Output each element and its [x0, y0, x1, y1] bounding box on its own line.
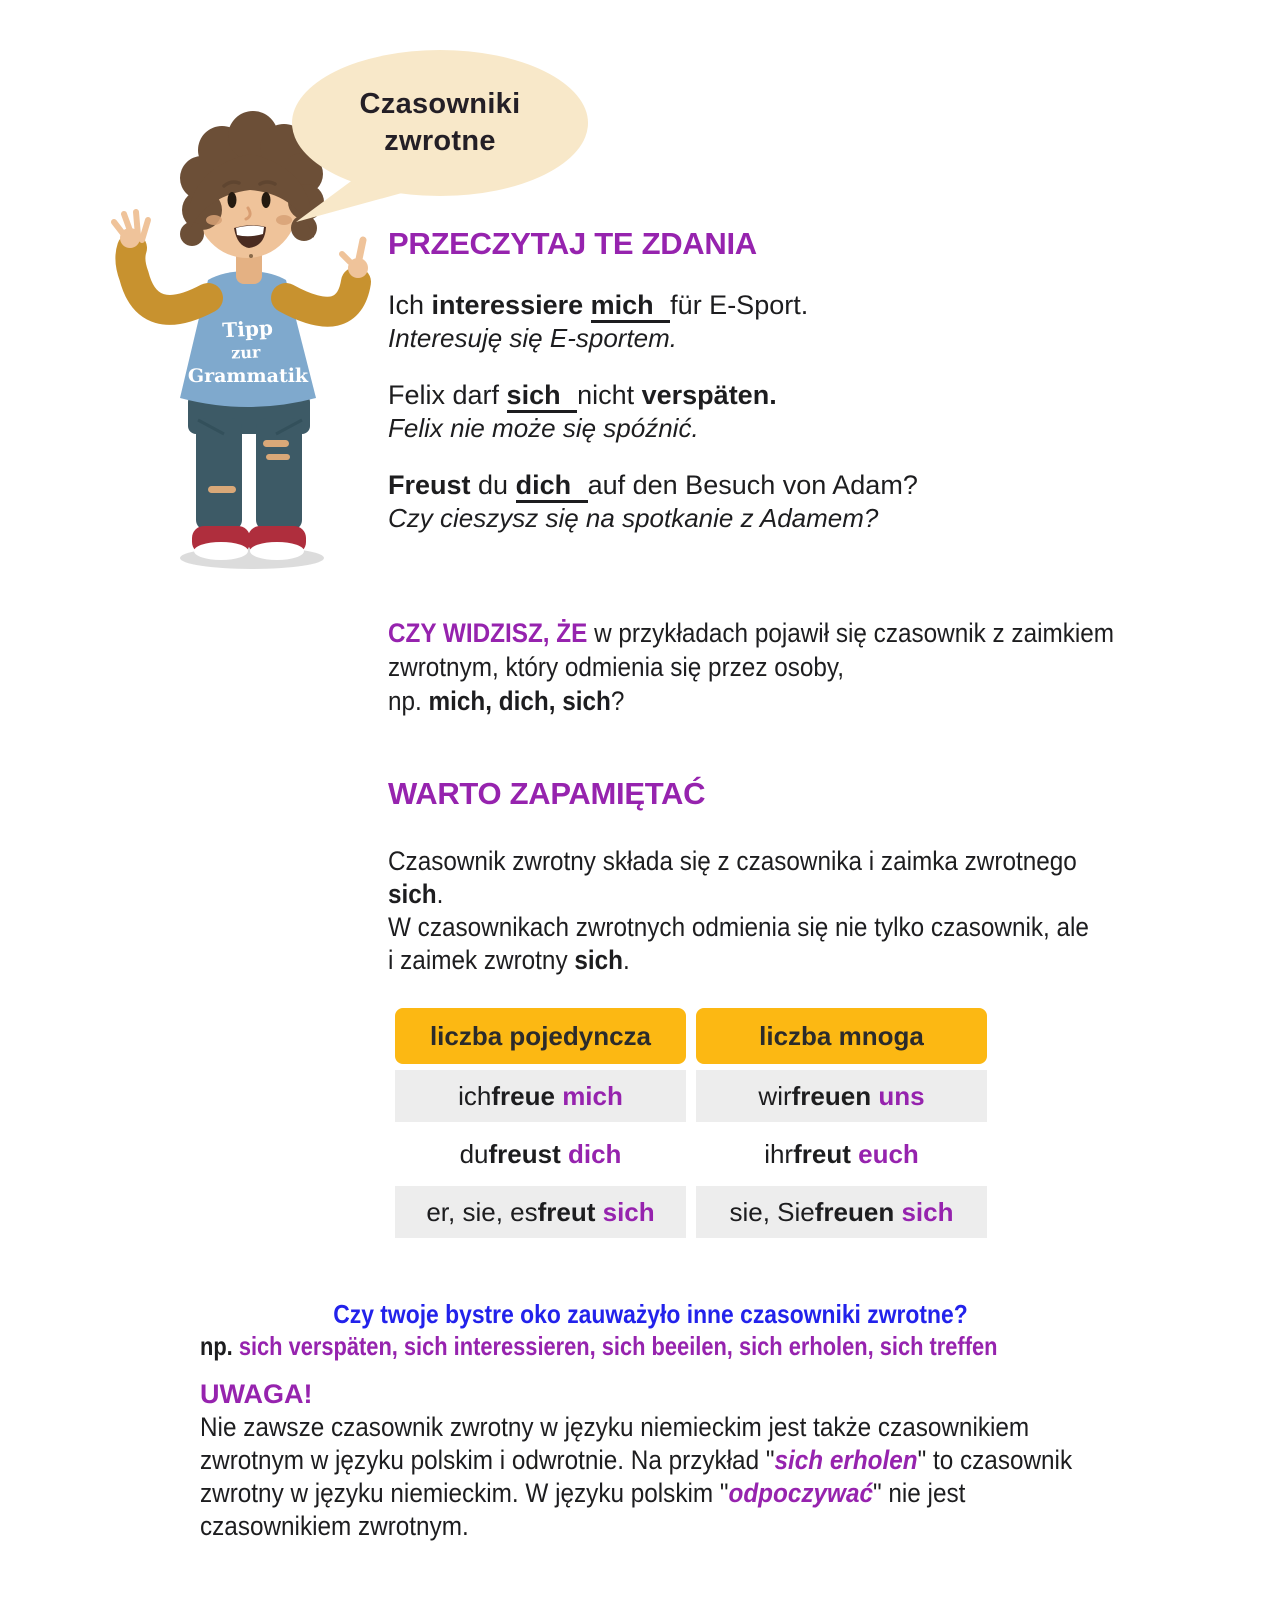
sich-keyword: sich [574, 945, 623, 975]
svg-text:zur: zur [230, 342, 261, 363]
pronoun-examples: mich, dich, sich [428, 686, 611, 716]
section-heading-read: PRZECZYTAJ TE ZDANIA [388, 226, 757, 261]
polish-translation-2: Felix nie może się spóźnić. [388, 413, 699, 443]
table-cell-er-sie-es: er, sie, es freut sich [395, 1186, 686, 1238]
german-sentence-2: Felix darf sich nicht verspäten. [388, 379, 1128, 412]
warning-paragraph: Nie zawsze czasownik zwrotny w języku niemieckim jest także czasownikiem zwrotnym w języku polskim i odwrotnie. Na przykład "sich erholen" to czasownik zwrotny w języku niemieckim. W języku polskim "odpoczywać" nie jest czasownikiem zwrotnym. [200, 1412, 1073, 1541]
mascot-right-arm [286, 282, 356, 312]
example-sentence-1 [388, 289, 1128, 355]
speech-bubble [292, 50, 588, 196]
german-sentence-1: Ich interessiere mich für E-Sport. [388, 289, 1128, 322]
german-sentence-3: Freust du dich auf den Besuch von Adam? [388, 469, 1128, 502]
reflexive-pronoun-dich: dich [516, 470, 588, 503]
table-cell-sie-Sie: sie, Sie freuen sich [696, 1186, 987, 1238]
polish-translation-3: Czy cieszysz się na spotkanie z Adamem? [388, 503, 879, 533]
table-cell-wir: wir freuen uns [696, 1070, 987, 1122]
reflexive-pronoun-sich: sich [507, 380, 578, 413]
table-header-plural: liczba mnoga [696, 1008, 987, 1064]
remember-paragraph: Czasownik zwrotny składa się z czasownika i zaimka zwrotnego sich. W czasownikach zwrotnych odmienia się nie tylko czasownik, ale i zaimek zwrotny sich. [388, 846, 1089, 975]
reflexive-pronoun-mich: mich [591, 290, 671, 323]
table-cell-du: du freust dich [459, 1138, 622, 1169]
conjugation-table [395, 1008, 987, 1240]
mascot-jeans [188, 394, 310, 530]
footer-question: Czy twoje bystre oko zauważyło inne czasowniki zwrotne? [332, 1299, 968, 1329]
warning-heading: UWAGA! [200, 1379, 313, 1409]
footer-examples-line [200, 1331, 1260, 1362]
bubble-title-line2: zwrotne [384, 125, 496, 157]
table-column-singular [395, 1008, 686, 1238]
svg-text:Tipp: Tipp [221, 315, 274, 343]
svg-text:Grammatik: Grammatik [187, 365, 309, 387]
notice-lead: CZY WIDZISZ, ŻE [388, 618, 588, 648]
bubble-title-line1: Czasowniki [359, 88, 521, 120]
reflexive-verbs-list: sich verspäten, sich interessieren, sich beeilen, sich erholen, sich treffen [238, 1331, 998, 1361]
np-label: np. [200, 1331, 239, 1361]
sich-keyword: sich [388, 879, 437, 909]
odpoczywac-keyword: odpoczywać [728, 1478, 873, 1508]
example-sentence-3 [388, 469, 1128, 535]
mascot-left-arm [130, 248, 208, 310]
polish-translation-1: Interesuję się E-sportem. [388, 323, 678, 353]
table-cell-ihr: ihr freut euch [764, 1138, 919, 1169]
notice-paragraph: CZY WIDZISZ, ŻE w przykładach pojawił się czasownik z zaimkiem zwrotnym, który odmienia się przez osoby, np. mich, dich, sich? [388, 618, 1115, 716]
sich-erholen-keyword: sich erholen [774, 1445, 918, 1475]
section-heading-remember: WARTO ZAPAMIĘTAĆ [388, 776, 706, 811]
table-header-singular: liczba pojedyncza [395, 1008, 686, 1064]
table-cell-ich: ich freue mich [395, 1070, 686, 1122]
table-column-plural [696, 1008, 987, 1238]
example-sentence-2 [388, 379, 1128, 445]
